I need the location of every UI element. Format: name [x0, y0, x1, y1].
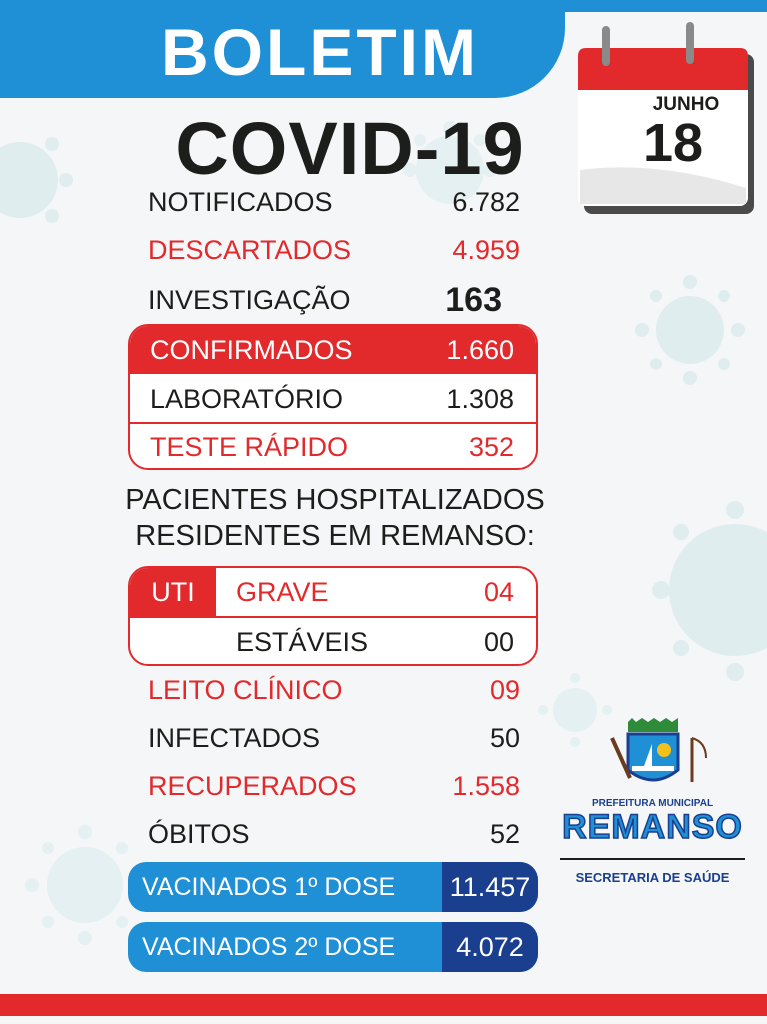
logo-prefeitura: PREFEITURA MUNICIPAL [591, 798, 714, 809]
calendar [568, 20, 758, 220]
municipality-logo [560, 718, 745, 893]
stat-label: INFECTADOS [148, 722, 321, 753]
confirmados-label: CONFIRMADOS [150, 334, 353, 365]
hospitalized-title [100, 482, 570, 554]
virus-icon [630, 270, 750, 390]
estaveis-value: 00 [483, 626, 514, 657]
stat-value: 09 [489, 674, 520, 705]
calendar-year: 2021 [598, 90, 627, 105]
logo-name: REMANSO [562, 808, 743, 846]
vacinados-dose2-value: 4.072 [442, 922, 538, 972]
stat-label: INVESTIGAÇÃO [148, 284, 351, 315]
stat-label: NOTIFICADOS [148, 186, 333, 217]
stat-label: LEITO CLÍNICO [148, 674, 343, 705]
hospitalized-title-line2: RESIDENTES EM REMANSO: [135, 520, 535, 552]
vacinados-dose1-value: 11.457 [442, 862, 538, 912]
confirmados-value: 1.660 [446, 334, 514, 365]
calendar-month: JUNHO [652, 94, 720, 115]
stat-value: 52 [489, 818, 520, 849]
stat-label: RECUPERADOS [148, 770, 357, 801]
estaveis-label: ESTÁVEIS [236, 626, 369, 657]
stat-infectados [148, 718, 520, 758]
stat-descartados [148, 230, 520, 270]
grave-label: GRAVE [236, 576, 329, 607]
stat-label: DESCARTADOS [148, 234, 352, 265]
stat-obitos [148, 814, 520, 854]
divider [560, 858, 745, 860]
calendar-day: 18 [642, 113, 704, 173]
stat-value: 4.959 [452, 234, 520, 265]
bottom-bar [0, 994, 767, 1016]
stat-investigacao [148, 280, 502, 320]
stat-value: 6.782 [452, 186, 520, 217]
hospitalized-title-line1: PACIENTES HOSPITALIZADOS [125, 484, 545, 516]
page-title: BOLETIM [161, 15, 479, 89]
coat-of-arms-icon [560, 718, 745, 798]
virus-icon [0, 120, 80, 240]
confirmados-header [130, 326, 536, 374]
laboratorio-label: LABORATÓRIO [150, 383, 344, 414]
stat-label: ÓBITOS [148, 818, 250, 849]
stat-notificados [148, 182, 520, 222]
vacinados-dose2 [128, 922, 538, 972]
teste-rapido-value: 352 [468, 431, 514, 462]
stat-value: 163 [445, 280, 502, 319]
vacinados-dose1-label: VACINADOS 1º DOSE [142, 872, 396, 901]
grave-row [236, 568, 514, 616]
uti-box [128, 566, 538, 666]
vacinados-dose1 [128, 862, 538, 912]
logo-department: SECRETARIA DE SAÚDE [575, 870, 730, 885]
uti-label: UTI [130, 568, 216, 616]
laboratorio-row [130, 375, 536, 423]
vacinados-dose2-label: VACINADOS 2º DOSE [142, 932, 396, 961]
page-subtitle: COVID-19 [175, 107, 525, 190]
estaveis-row [236, 618, 514, 666]
stat-value: 1.558 [452, 770, 520, 801]
confirmados-box [128, 324, 538, 470]
stat-recuperados [148, 766, 520, 806]
virus-icon [625, 480, 767, 700]
grave-value: 04 [483, 576, 514, 607]
stat-value: 50 [489, 722, 520, 753]
laboratorio-value: 1.308 [446, 383, 514, 414]
stat-leito-clinico [148, 670, 520, 710]
teste-rapido-label: TESTE RÁPIDO [150, 431, 349, 462]
teste-rapido-row [130, 423, 536, 470]
